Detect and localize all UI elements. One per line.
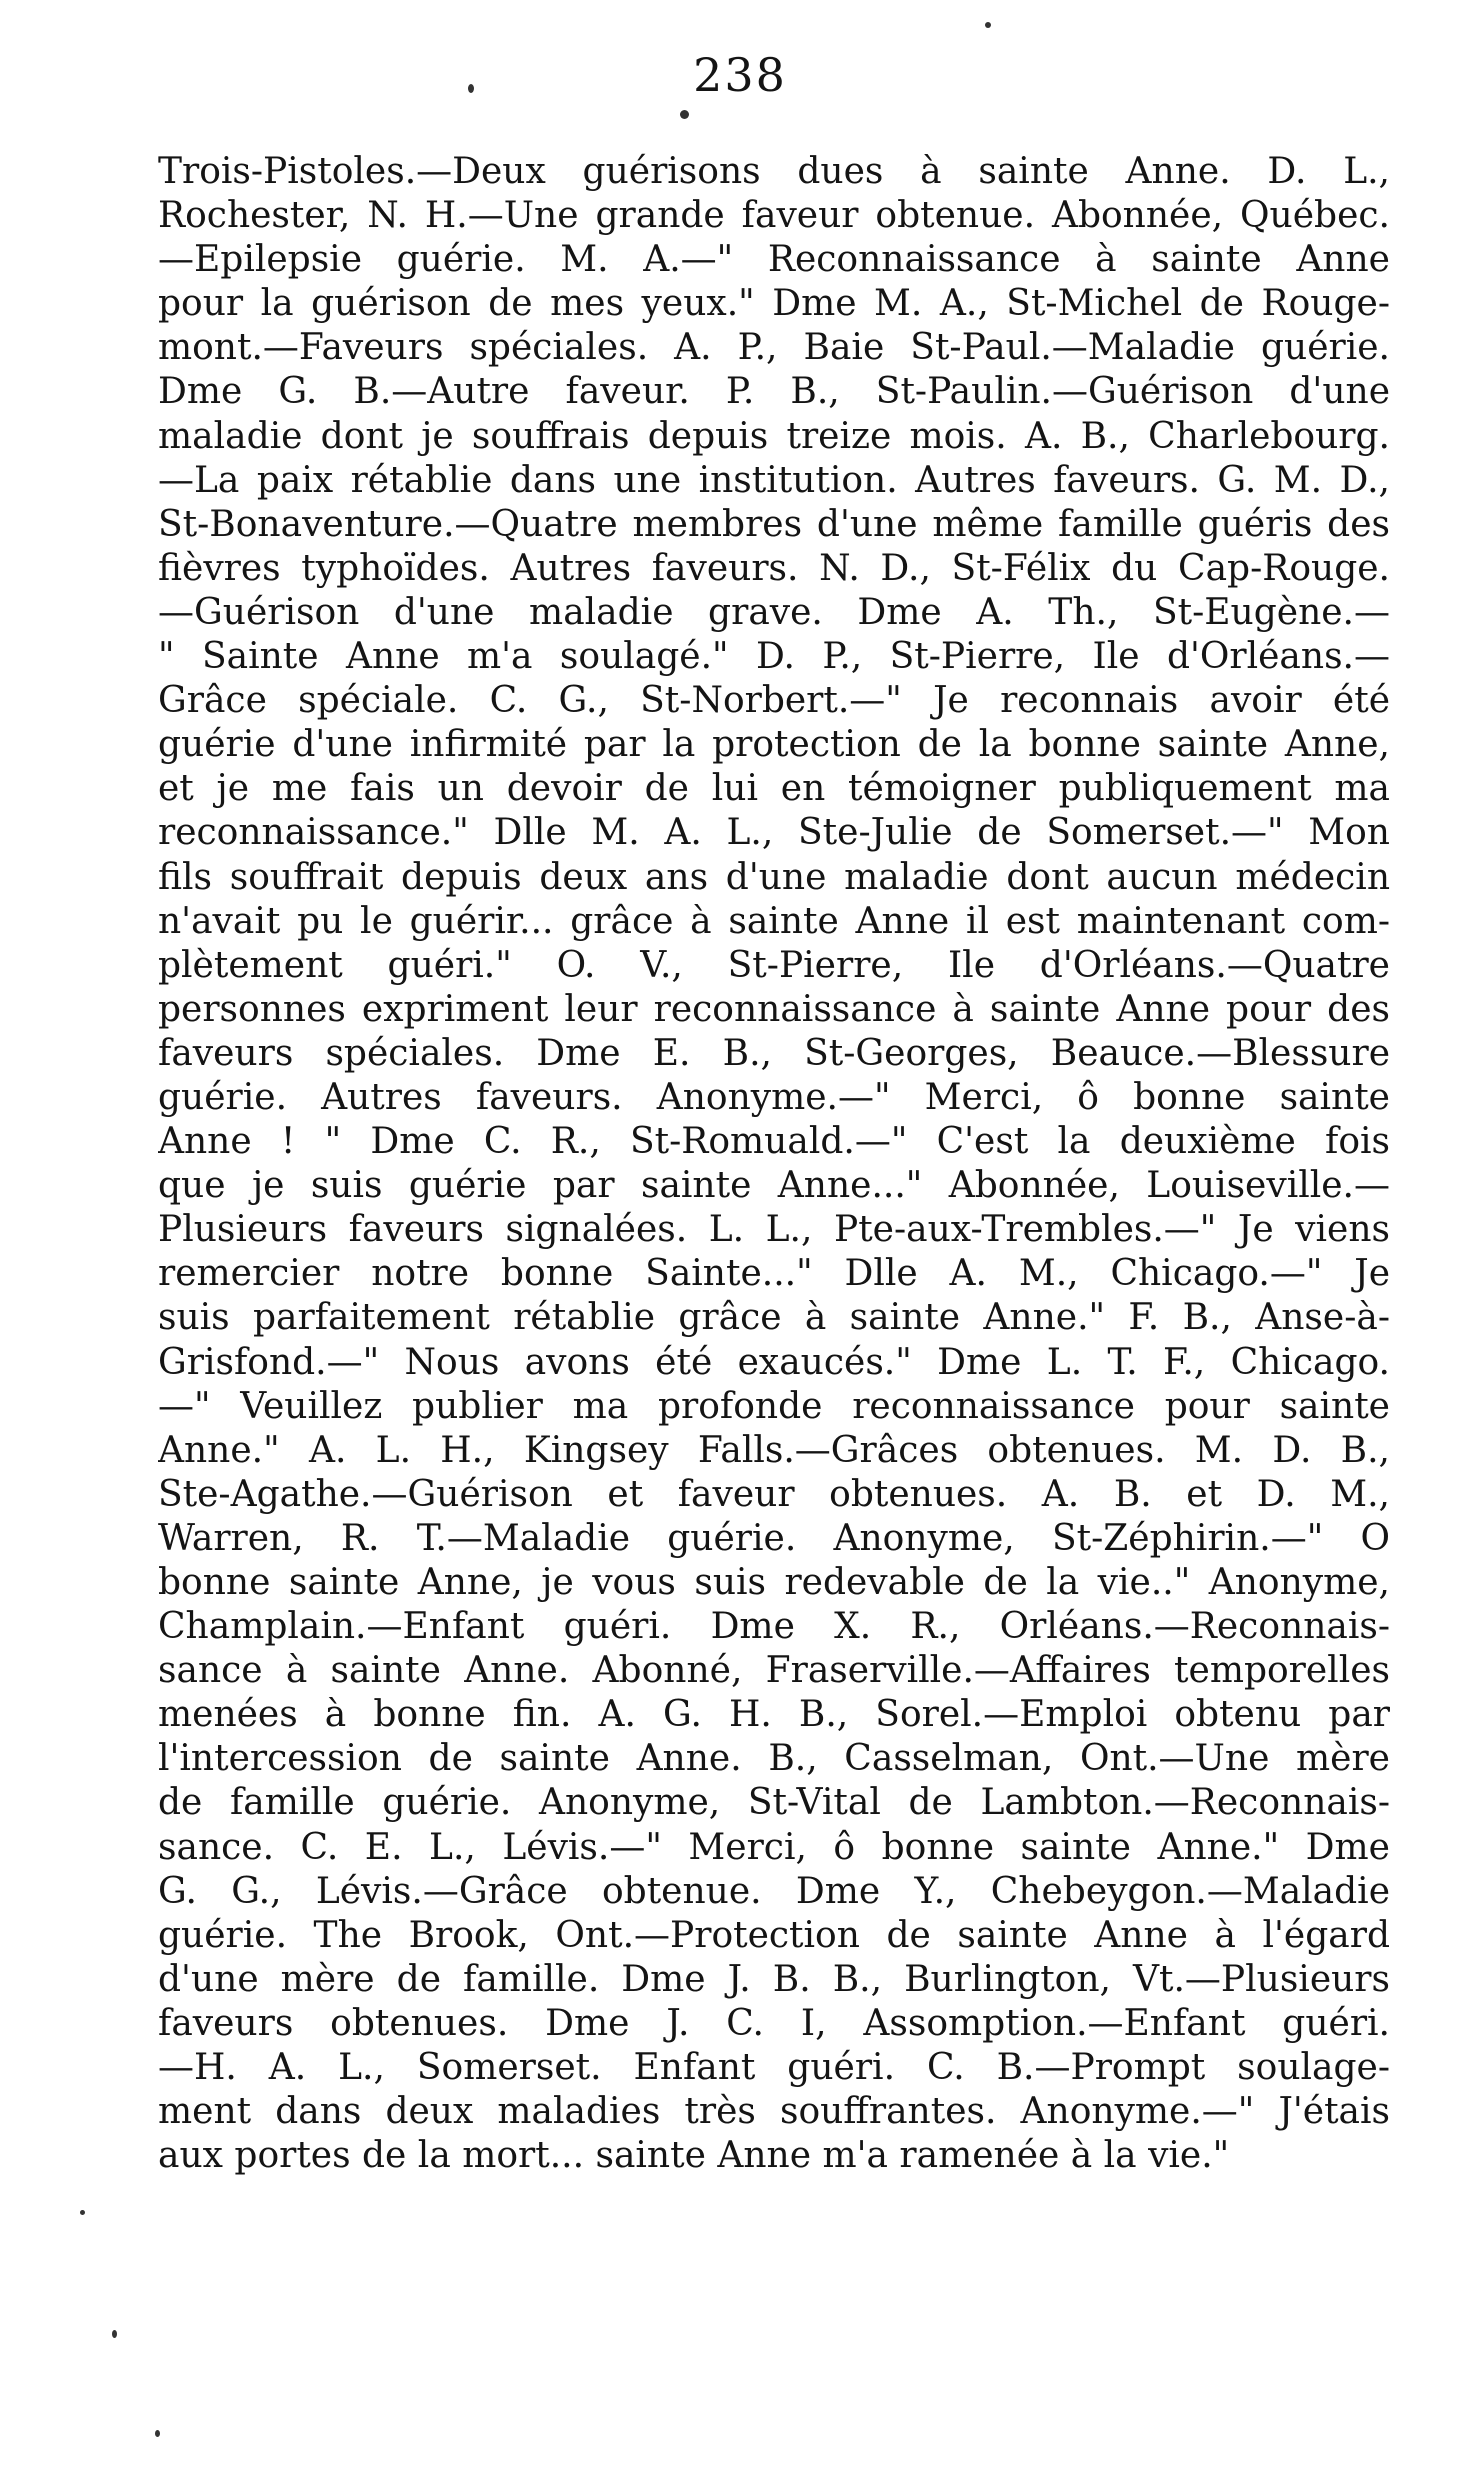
text-line: St-Bonaventure.—Quatre membres d'une même famille guéris des	[158, 503, 1390, 545]
text-line: pour la guérison de mes yeux." Dme M. A., St-Michel de Rouge-	[158, 283, 1390, 325]
text-line: reconnaissance." Dlle M. A. L., Ste-Julie de Somerset.—" Mon	[158, 812, 1390, 854]
text-line: menées à bonne fin. A. G. H. B., Sorel.—Emploi obtenu par	[158, 1694, 1390, 1736]
text-line: bonne sainte Anne, je vous suis redevable de la vie.." Anonyme,	[158, 1562, 1390, 1603]
page-number: 238	[693, 48, 787, 102]
text-line: fils souffrait depuis deux ans d'une maladie dont aucun médecin	[158, 856, 1390, 898]
text-line: Warren, R. T.—Maladie guérie. Anonyme, St-Zéphirin.—" O	[158, 1517, 1390, 1559]
text-line: sance. C. E. L., Lévis.—" Merci, ô bonne sainte Anne." Dme	[158, 1826, 1390, 1868]
text-line: faveurs spéciales. Dme E. B., St-Georges, Beauce.—Blessure	[158, 1032, 1390, 1074]
ink-speck	[112, 2330, 117, 2338]
text-line: guérie. The Brook, Ont.—Protection de sainte Anne à l'égard	[158, 1914, 1390, 1956]
text-line: aux portes de la mort... sainte Anne m'a ramenée à la vie."	[158, 2135, 1230, 2177]
text-line: personnes expriment leur reconnaissance à sainte Anne pour des	[158, 988, 1390, 1030]
text-line: Champlain.—Enfant guéri. Dme X. R., Orléans.—Reconnais-	[158, 1606, 1390, 1648]
text-line: Trois-Pistoles.—Deux guérisons dues à sainte Anne. D. L.,	[158, 151, 1390, 192]
text-line: sance à sainte Anne. Abonné, Fraserville.—Affaires temporelles	[158, 1650, 1390, 1692]
text-line: l'intercession de sainte Anne. B., Casselman, Ont.—Une mère	[158, 1738, 1390, 1780]
ink-speck	[985, 22, 991, 28]
ink-speck	[468, 84, 474, 93]
text-line: faveurs obtenues. Dme J. C. I, Assomption.—Enfant guéri.	[158, 2002, 1390, 2044]
text-line: Dme G. B.—Autre faveur. P. B., St-Paulin.—Guérison d'une	[158, 371, 1390, 413]
text-line: maladie dont je souffrais depuis treize mois. A. B., Charlebourg.	[158, 415, 1390, 457]
text-line: suis parfaitement rétablie grâce à sainte Anne." F. B., Anse-à-	[158, 1297, 1390, 1339]
ink-speck	[155, 2430, 160, 2437]
text-line: Anne ! " Dme C. R., St-Romuald.—" C'est la deuxième fois	[158, 1121, 1390, 1163]
ink-speck	[680, 110, 689, 119]
text-line: —" Veuillez publier ma profonde reconnaissance pour sainte	[158, 1385, 1390, 1427]
text-line: Rochester, N. H.—Une grande faveur obtenue. Abonnée, Québec.	[158, 195, 1390, 237]
text-line: ment dans deux maladies très souffrantes. Anonyme.—" J'étais	[158, 2091, 1390, 2133]
text-line: de famille guérie. Anonyme, St-Vital de Lambton.—Reconnais-	[158, 1782, 1390, 1824]
text-line: mont.—Faveurs spéciales. A. P., Baie St-Paul.—Maladie guérie.	[158, 327, 1390, 369]
text-line: —Guérison d'une maladie grave. Dme A. Th., St-Eugène.—	[158, 591, 1390, 633]
text-line: G. G., Lévis.—Grâce obtenue. Dme Y., Chebeygon.—Maladie	[158, 1870, 1390, 1912]
text-line: que je suis guérie par sainte Anne..." Abonnée, Louiseville.—	[158, 1165, 1390, 1207]
text-line: remercier notre bonne Sainte..." Dlle A. M., Chicago.—" Je	[158, 1253, 1390, 1295]
body-text	[158, 150, 1390, 2178]
text-line: —La paix rétablie dans une institution. Autres faveurs. G. M. D.,	[158, 459, 1390, 501]
text-line: " Sainte Anne m'a soulagé." D. P., St-Pierre, Ile d'Orléans.—	[158, 636, 1390, 678]
text-line: fièvres typhoïdes. Autres faveurs. N. D., St-Félix du Cap-Rouge.	[158, 547, 1390, 589]
text-line: —Epilepsie guérie. M. A.—" Reconnaissance à sainte Anne	[158, 239, 1390, 281]
text-line: guérie d'une infirmité par la protection de la bonne sainte Anne,	[158, 724, 1390, 766]
text-line: Plusieurs faveurs signalées. L. L., Pte-aux-Trembles.—" Je viens	[158, 1209, 1390, 1251]
text-line: Anne." A. L. H., Kingsey Falls.—Grâces obtenues. M. D. B.,	[158, 1429, 1390, 1471]
text-line: Ste-Agathe.—Guérison et faveur obtenues. A. B. et D. M.,	[158, 1473, 1390, 1515]
text-line: d'une mère de famille. Dme J. B. B., Burlington, Vt.—Plusieurs	[158, 1958, 1390, 2000]
text-line: guérie. Autres faveurs. Anonyme.—" Merci, ô bonne sainte	[158, 1076, 1390, 1118]
ink-speck	[80, 2210, 85, 2215]
text-line: Grâce spéciale. C. G., St-Norbert.—" Je reconnais avoir été	[158, 680, 1390, 722]
text-line: et je me fais un devoir de lui en témoigner publiquement ma	[158, 768, 1390, 810]
text-line: n'avait pu le guérir... grâce à sainte Anne il est maintenant com-	[158, 900, 1390, 942]
text-line: plètement guéri." O. V., St-Pierre, Ile d'Orléans.—Quatre	[158, 944, 1390, 986]
text-line: Grisfond.—" Nous avons été exaucés." Dme L. T. F., Chicago.	[158, 1341, 1390, 1383]
text-line: —H. A. L., Somerset. Enfant guéri. C. B.—Prompt soulage-	[158, 2047, 1390, 2089]
